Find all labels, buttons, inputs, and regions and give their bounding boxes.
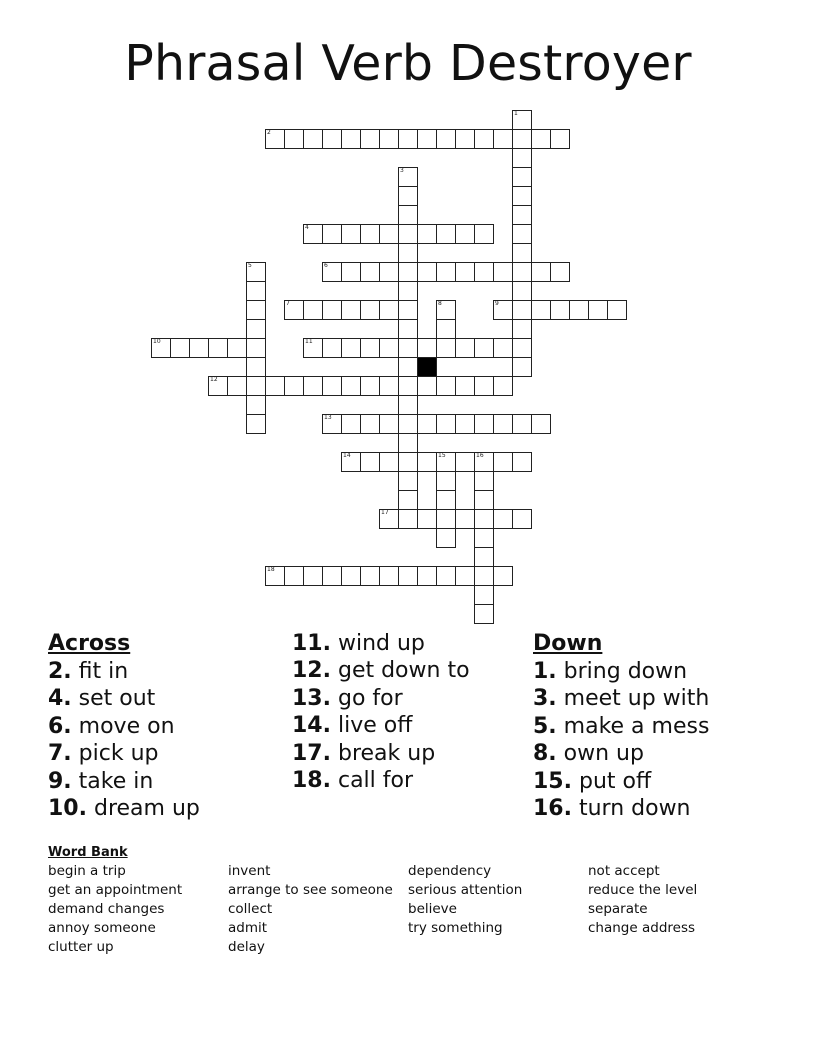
grid-cell[interactable] xyxy=(246,262,266,282)
grid-cell[interactable] xyxy=(493,566,513,586)
clue-item xyxy=(292,631,425,657)
clue-text: go for xyxy=(330,685,403,711)
grid-cell[interactable] xyxy=(284,300,304,320)
word-bank-item: arrange to see someone xyxy=(228,882,393,898)
grid-cell[interactable] xyxy=(303,129,323,149)
clue-text: break up xyxy=(330,740,436,766)
grid-cell[interactable] xyxy=(550,262,570,282)
grid-cell[interactable] xyxy=(512,319,532,339)
word-bank-item: dependency xyxy=(408,863,492,879)
grid-cell[interactable] xyxy=(417,376,437,396)
grid-cell[interactable] xyxy=(436,414,456,434)
grid-cell[interactable] xyxy=(455,262,475,282)
clue-text: take in xyxy=(71,768,154,794)
word-bank-item: collect xyxy=(228,901,273,917)
grid-cell[interactable] xyxy=(474,129,494,149)
grid-cell[interactable] xyxy=(398,414,418,434)
clue-text: fit in xyxy=(71,659,129,684)
word-bank-item: not accept xyxy=(588,863,660,879)
grid-cell[interactable] xyxy=(512,148,532,168)
grid-cell[interactable] xyxy=(474,490,494,510)
grid-cell[interactable] xyxy=(341,338,361,358)
grid-cell[interactable] xyxy=(303,376,323,396)
grid-cell[interactable] xyxy=(436,509,456,529)
grid-cell[interactable] xyxy=(512,262,532,282)
grid-cell[interactable] xyxy=(436,300,456,320)
word-bank-item: change address xyxy=(588,920,696,936)
clue-number: 14 xyxy=(343,452,351,459)
clue-text: make a mess xyxy=(556,713,710,739)
grid-cell[interactable] xyxy=(531,129,551,149)
grid-cell[interactable] xyxy=(512,224,532,244)
black-square xyxy=(417,357,437,377)
grid-cell[interactable] xyxy=(170,338,190,358)
grid-cell[interactable] xyxy=(417,452,437,472)
grid-cell[interactable] xyxy=(379,376,399,396)
grid-cell[interactable] xyxy=(455,509,475,529)
clue-number: 10. xyxy=(48,796,87,821)
clue-item xyxy=(533,741,644,767)
grid-cell[interactable] xyxy=(512,167,532,187)
grid-cell[interactable] xyxy=(550,129,570,149)
clue-text: live off xyxy=(330,713,413,739)
clue-text: move on xyxy=(71,713,175,739)
grid-cell[interactable] xyxy=(246,357,266,377)
grid-cell[interactable] xyxy=(398,509,418,529)
grid-cell[interactable] xyxy=(512,509,532,529)
grid-cell[interactable] xyxy=(398,433,418,453)
grid-cell[interactable] xyxy=(436,129,456,149)
grid-cell[interactable] xyxy=(474,262,494,282)
grid-cell[interactable] xyxy=(436,262,456,282)
word-bank-item: try something xyxy=(408,920,503,936)
grid-cell[interactable] xyxy=(398,490,418,510)
grid-cell[interactable] xyxy=(303,224,323,244)
grid-cell[interactable] xyxy=(322,300,342,320)
grid-cell[interactable] xyxy=(436,566,456,586)
grid-cell[interactable] xyxy=(360,224,380,244)
grid-cell[interactable] xyxy=(455,338,475,358)
word-bank-item: admit xyxy=(228,920,268,936)
grid-cell[interactable] xyxy=(341,452,361,472)
grid-cell[interactable] xyxy=(360,414,380,434)
word-bank-item: clutter up xyxy=(48,939,114,955)
grid-cell[interactable] xyxy=(455,414,475,434)
clue-number: 8 xyxy=(438,300,442,307)
clue-number: 16 xyxy=(476,452,484,459)
grid-cell[interactable] xyxy=(512,186,532,206)
clue-text: bring down xyxy=(556,659,688,684)
grid-cell[interactable] xyxy=(474,414,494,434)
grid-cell[interactable] xyxy=(455,452,475,472)
clue-number: 3. xyxy=(533,686,557,712)
grid-cell[interactable] xyxy=(531,414,551,434)
grid-cell[interactable] xyxy=(303,300,323,320)
grid-cell[interactable] xyxy=(265,566,285,586)
grid-cell[interactable] xyxy=(265,129,285,149)
clue-number: 13. xyxy=(292,685,331,711)
clue-text: set out xyxy=(71,686,156,712)
clue-number: 4 xyxy=(305,224,309,231)
grid-cell[interactable] xyxy=(208,338,228,358)
grid-cell[interactable] xyxy=(474,338,494,358)
grid-cell[interactable] xyxy=(455,129,475,149)
word-bank-item: reduce the level xyxy=(588,882,698,898)
grid-cell[interactable] xyxy=(493,300,513,320)
clue-text: put off xyxy=(571,768,652,794)
word-bank-item: demand changes xyxy=(48,901,165,917)
grid-cell[interactable] xyxy=(379,129,399,149)
grid-cell[interactable] xyxy=(398,262,418,282)
clue-item xyxy=(292,713,412,739)
grid-cell[interactable] xyxy=(512,281,532,301)
word-bank-item: delay xyxy=(228,939,265,955)
clue-item xyxy=(292,658,470,684)
grid-cell[interactable] xyxy=(398,395,418,415)
grid-cell[interactable] xyxy=(360,262,380,282)
grid-cell[interactable] xyxy=(417,338,437,358)
puzzle-title: Phrasal Verb Destroyer xyxy=(124,35,692,92)
grid-cell[interactable] xyxy=(398,357,418,377)
grid-cell[interactable] xyxy=(341,224,361,244)
clue-item xyxy=(533,714,709,740)
word-bank-heading: Word Bank xyxy=(48,845,128,860)
grid-cell[interactable] xyxy=(474,528,494,548)
grid-cell[interactable] xyxy=(360,129,380,149)
grid-cell[interactable] xyxy=(512,110,532,130)
grid-cell[interactable] xyxy=(455,376,475,396)
clue-number: 10 xyxy=(153,338,161,345)
grid-cell[interactable] xyxy=(379,300,399,320)
grid-cell[interactable] xyxy=(512,452,532,472)
grid-cell[interactable] xyxy=(493,129,513,149)
grid-cell[interactable] xyxy=(455,566,475,586)
grid-cell[interactable] xyxy=(550,300,570,320)
clue-text: wind up xyxy=(330,631,425,656)
grid-cell[interactable] xyxy=(512,338,532,358)
grid-cell[interactable] xyxy=(474,547,494,567)
grid-cell[interactable] xyxy=(227,376,247,396)
clue-number: 9 xyxy=(495,300,499,307)
clue-number: 18. xyxy=(292,768,331,793)
grid-cell[interactable] xyxy=(322,129,342,149)
word-bank-item: serious attention xyxy=(408,882,523,898)
clue-item xyxy=(48,659,128,685)
grid-cell[interactable] xyxy=(398,300,418,320)
clue-number: 15. xyxy=(533,768,572,794)
grid-cell[interactable] xyxy=(417,224,437,244)
grid-cell[interactable] xyxy=(227,338,247,358)
clue-number: 6 xyxy=(324,262,328,269)
clue-number: 5. xyxy=(533,713,557,739)
grid-cell[interactable] xyxy=(341,129,361,149)
grid-cell[interactable] xyxy=(398,186,418,206)
clue-item xyxy=(533,769,651,795)
grid-cell[interactable] xyxy=(246,300,266,320)
down-heading: Down xyxy=(533,631,603,656)
grid-cell[interactable] xyxy=(417,566,437,586)
clue-item xyxy=(533,686,709,712)
grid-cell[interactable] xyxy=(512,205,532,225)
word-bank-item: believe xyxy=(408,901,457,917)
grid-cell[interactable] xyxy=(398,566,418,586)
word-bank-item: invent xyxy=(228,863,271,879)
clue-number: 16. xyxy=(533,796,572,821)
grid-cell[interactable] xyxy=(474,604,494,624)
grid-cell[interactable] xyxy=(379,509,399,529)
grid-cell[interactable] xyxy=(360,338,380,358)
grid-cell[interactable] xyxy=(151,338,171,358)
grid-cell[interactable] xyxy=(455,224,475,244)
clue-item xyxy=(48,769,153,795)
clue-item xyxy=(48,686,155,712)
grid-cell[interactable] xyxy=(474,566,494,586)
grid-cell[interactable] xyxy=(322,414,342,434)
grid-cell[interactable] xyxy=(436,338,456,358)
grid-cell[interactable] xyxy=(474,585,494,605)
clue-text: call for xyxy=(330,768,414,793)
grid-cell[interactable] xyxy=(474,376,494,396)
clue-item xyxy=(292,741,435,767)
word-bank-item: begin a trip xyxy=(48,863,126,879)
grid-cell[interactable] xyxy=(493,452,513,472)
grid-cell[interactable] xyxy=(493,376,513,396)
grid-cell[interactable] xyxy=(303,338,323,358)
clue-number: 7. xyxy=(48,741,72,767)
clue-item xyxy=(533,659,687,685)
clue-text: dream up xyxy=(86,796,200,821)
clue-number: 17. xyxy=(292,740,331,766)
grid-cell[interactable] xyxy=(588,300,608,320)
word-bank-item: separate xyxy=(588,901,648,917)
clue-number: 3 xyxy=(400,167,404,174)
grid-cell[interactable] xyxy=(474,224,494,244)
grid-cell[interactable] xyxy=(360,300,380,320)
grid-cell[interactable] xyxy=(303,566,323,586)
grid-cell[interactable] xyxy=(474,509,494,529)
grid-cell[interactable] xyxy=(512,129,532,149)
grid-cell[interactable] xyxy=(398,129,418,149)
clue-item xyxy=(292,768,413,794)
clue-number: 2. xyxy=(48,659,72,684)
grid-cell[interactable] xyxy=(246,319,266,339)
grid-cell[interactable] xyxy=(512,300,532,320)
clue-number: 18 xyxy=(267,566,275,573)
grid-cell[interactable] xyxy=(341,376,361,396)
grid-cell[interactable] xyxy=(360,566,380,586)
grid-cell[interactable] xyxy=(436,376,456,396)
clue-item xyxy=(292,686,403,712)
grid-cell[interactable] xyxy=(607,300,627,320)
clue-number: 9. xyxy=(48,768,72,794)
clue-number: 17 xyxy=(381,509,389,516)
grid-cell[interactable] xyxy=(360,452,380,472)
clue-number: 12 xyxy=(210,376,218,383)
grid-cell[interactable] xyxy=(436,471,456,491)
grid-cell[interactable] xyxy=(493,509,513,529)
grid-cell[interactable] xyxy=(398,376,418,396)
grid-cell[interactable] xyxy=(474,452,494,472)
clue-number: 2 xyxy=(267,129,271,136)
grid-cell[interactable] xyxy=(398,471,418,491)
word-bank-item: get an appointment xyxy=(48,882,183,898)
clue-text: pick up xyxy=(71,741,159,767)
grid-cell[interactable] xyxy=(512,414,532,434)
grid-cell[interactable] xyxy=(284,566,304,586)
grid-cell[interactable] xyxy=(398,452,418,472)
grid-cell[interactable] xyxy=(208,376,228,396)
clue-number: 11. xyxy=(292,631,331,656)
clue-text: get down to xyxy=(330,658,470,684)
clue-number: 11 xyxy=(305,338,313,345)
grid-cell[interactable] xyxy=(398,224,418,244)
grid-cell[interactable] xyxy=(512,357,532,377)
grid-cell[interactable] xyxy=(474,471,494,491)
grid-cell[interactable] xyxy=(531,262,551,282)
grid-cell[interactable] xyxy=(436,452,456,472)
word-bank-item: annoy someone xyxy=(48,920,156,936)
grid-cell[interactable] xyxy=(436,528,456,548)
grid-cell[interactable] xyxy=(512,243,532,263)
grid-cell[interactable] xyxy=(398,243,418,263)
grid-cell[interactable] xyxy=(417,414,437,434)
clue-number: 6. xyxy=(48,713,72,739)
grid-cell[interactable] xyxy=(493,338,513,358)
grid-cell[interactable] xyxy=(398,167,418,187)
clue-number: 7 xyxy=(286,300,290,307)
grid-cell[interactable] xyxy=(398,319,418,339)
grid-cell[interactable] xyxy=(322,262,342,282)
clue-item xyxy=(48,741,158,767)
grid-cell[interactable] xyxy=(322,338,342,358)
clue-number: 8. xyxy=(533,741,557,767)
across-heading: Across xyxy=(48,631,131,656)
clue-number: 14. xyxy=(292,713,331,739)
grid-cell[interactable] xyxy=(436,224,456,244)
grid-cell[interactable] xyxy=(246,281,266,301)
grid-cell[interactable] xyxy=(398,281,418,301)
grid-cell[interactable] xyxy=(379,262,399,282)
grid-cell[interactable] xyxy=(493,414,513,434)
grid-cell[interactable] xyxy=(379,224,399,244)
grid-cell[interactable] xyxy=(417,509,437,529)
clue-item xyxy=(48,714,175,740)
grid-cell[interactable] xyxy=(379,452,399,472)
grid-cell[interactable] xyxy=(246,395,266,415)
clue-text: meet up with xyxy=(556,686,710,712)
grid-cell[interactable] xyxy=(246,338,266,358)
clue-text: turn down xyxy=(571,796,691,821)
grid-cell[interactable] xyxy=(189,338,209,358)
clue-number: 5 xyxy=(248,262,252,269)
grid-cell[interactable] xyxy=(360,376,380,396)
clue-item xyxy=(48,796,200,822)
grid-cell[interactable] xyxy=(322,224,342,244)
grid-cell[interactable] xyxy=(436,319,456,339)
clue-number: 4. xyxy=(48,686,72,712)
grid-cell[interactable] xyxy=(341,300,361,320)
grid-cell[interactable] xyxy=(379,566,399,586)
grid-cell[interactable] xyxy=(341,414,361,434)
grid-cell[interactable] xyxy=(417,262,437,282)
grid-cell[interactable] xyxy=(246,376,266,396)
grid-cell[interactable] xyxy=(265,376,285,396)
grid-cell[interactable] xyxy=(417,129,437,149)
grid-cell[interactable] xyxy=(341,566,361,586)
grid-cell[interactable] xyxy=(379,414,399,434)
grid-cell[interactable] xyxy=(322,566,342,586)
clue-number: 15 xyxy=(438,452,446,459)
grid-cell[interactable] xyxy=(436,490,456,510)
clue-number: 12. xyxy=(292,658,331,684)
grid-cell[interactable] xyxy=(246,414,266,434)
grid-cell[interactable] xyxy=(493,262,513,282)
grid-cell[interactable] xyxy=(398,338,418,358)
grid-cell[interactable] xyxy=(341,262,361,282)
clue-text: own up xyxy=(556,741,644,767)
clue-item xyxy=(533,796,691,822)
grid-cell[interactable] xyxy=(398,205,418,225)
grid-cell[interactable] xyxy=(569,300,589,320)
clue-number: 13 xyxy=(324,414,332,421)
grid-cell[interactable] xyxy=(284,376,304,396)
grid-cell[interactable] xyxy=(322,376,342,396)
clue-number: 1 xyxy=(514,110,518,117)
grid-cell[interactable] xyxy=(284,129,304,149)
grid-cell[interactable] xyxy=(531,300,551,320)
grid-cell[interactable] xyxy=(379,338,399,358)
clue-number: 1. xyxy=(533,659,557,684)
